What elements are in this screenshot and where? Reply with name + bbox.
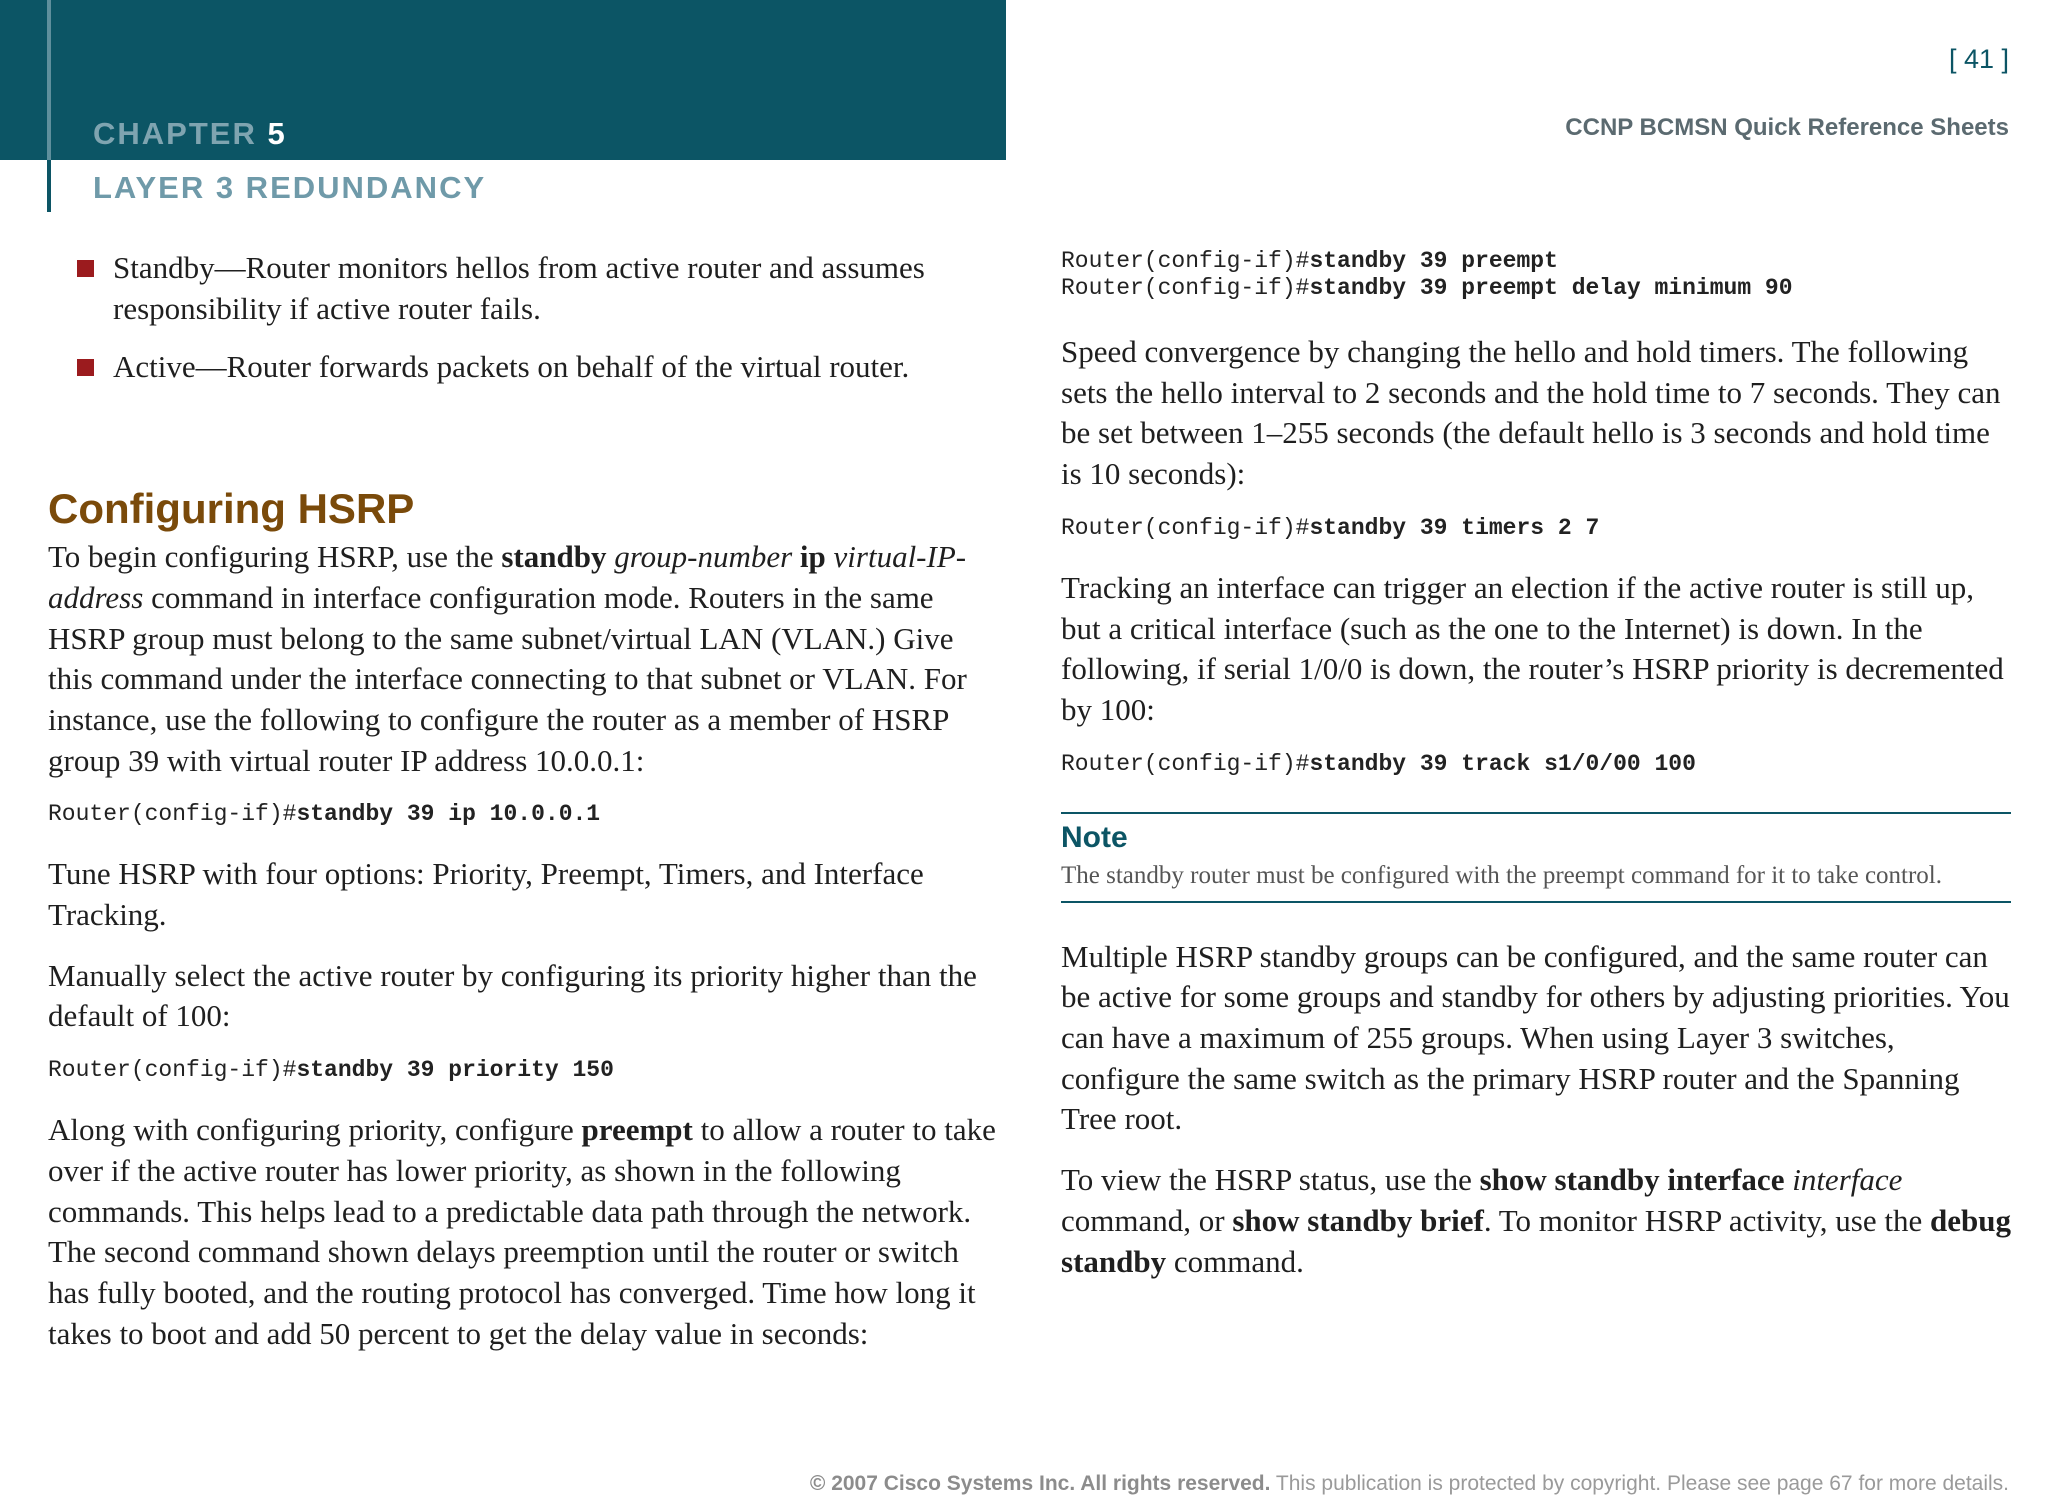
paragraph-tracking: Tracking an interface can trigger an election if the active router is still up, but a critical interface (such as the one to the Internet) is down. In the following, if serial 1/0/0 is down, the router’s HSRP priority is decremented by 100: (1061, 569, 2004, 727)
code-block: Router(config-if)#standby 39 preempt Router(config-if)#standby 39 preempt delay minimum 90 (1061, 248, 1793, 301)
chapter-title: LAYER 3 REDUNDANCY (93, 170, 487, 205)
chapter-label-text: CHAPTER (93, 116, 257, 151)
code-line: Router(config-if)#standby 39 ip 10.0.0.1 (48, 801, 601, 828)
command-keyword: debug standby (1061, 1202, 2011, 1279)
code-line: Router(config-if)#standby 39 timers 2 7 (1061, 514, 1600, 541)
paragraph-tune: Tune HSRP with four options: Priority, Preempt, Timers, and Interface Tracking. (48, 856, 924, 933)
paragraph-multiple-groups: Multiple HSRP standby groups can be configured, and the same router can be active for some groups and standby for others by adjusting priorities. You can have a maximum of 255 groups. When using Layer 3 switches, configure the same switch as the primary HSRP router and the Spanning Tree root. (1061, 938, 2010, 1137)
section-heading: Configuring HSRP (48, 485, 415, 533)
command-argument: interface (1792, 1162, 1903, 1198)
paragraph-intro: To begin configuring HSRP, use the standby group-number ip virtual-IP-address command in interface configuration mode. Routers in the same HSRP group must belong to the same subnet/virtual LAN (VLAN.) Give this command under the interface connecting to that subnet or VLAN. For instance, use the following to configure the router as a member of HSRP group 39 with virtual router IP address 10.0.0.1: (48, 539, 967, 778)
bullet-square-icon (77, 260, 94, 277)
paragraph-timers: Speed convergence by changing the hello and hold timers. The following sets the hello interval to 2 seconds and the hold time to 7 seconds. They can be set between 1–255 seconds (the default hello is 3 seconds and hold time is 10 seconds): (1061, 334, 2001, 492)
code-line: Router(config-if)#standby 39 priority 150 (48, 1057, 614, 1084)
page-number: [ 41 ] (1948, 44, 2009, 74)
note-heading: Note (1061, 820, 1128, 854)
command-argument: virtual-IP-address (48, 539, 967, 615)
copyright-footer: © 2007 Cisco Systems Inc. All rights reserved. This publication is protected by copyright. Please see page 67 for more details. (809, 1472, 2009, 1495)
command-keyword: standby (501, 539, 607, 575)
bullet-item-active (48, 347, 1000, 388)
paragraph-priority: Manually select the active router by configuring its priority higher than the default of 100: (48, 957, 977, 1034)
bullet-text: Standby—Router monitors hellos from active router and assumes responsibility if active router fails. (113, 250, 925, 326)
right-column (1061, 248, 2011, 1302)
note-box (1061, 812, 2011, 903)
chapter-label (93, 116, 287, 152)
chapter-number: 5 (267, 116, 287, 151)
command-keyword: show standby brief (1232, 1202, 1484, 1238)
code-line: Router(config-if)#standby 39 track s1/0/00 100 (1061, 750, 1696, 777)
bullet-text: Active—Router forwards packets on behalf of the virtual router. (113, 349, 910, 385)
command-keyword: preempt (581, 1112, 693, 1148)
command-keyword: show standby interface (1479, 1162, 1785, 1198)
command-argument: group-number (614, 539, 793, 575)
paragraph-preempt: Along with configuring priority, configure preempt to allow a router to take over if the active router has lower priority, as shown in the following commands. This helps lead to a predictable data path through the network. The second command shown delays preemption until the router or switch has fully booted, and the routing protocol has converged. Time how long it takes to boot and add 50 percent to get the delay value in seconds: (48, 1112, 996, 1351)
header-rule-accent (47, 0, 51, 160)
paragraph-show-standby: To view the HSRP status, use the show standby interface interface command, or show standby brief. To monitor HSRP activity, use the debug standby command. (1061, 1162, 2011, 1279)
bullet-square-icon (77, 359, 94, 376)
bullet-item-standby (48, 248, 1000, 329)
command-keyword: ip (799, 539, 826, 575)
left-column (48, 248, 1000, 1374)
note-text: The standby router must be configured with the preempt command for it to take control. (1061, 861, 1943, 889)
book-title: CCNP BCMSN Quick Reference Sheets (1565, 114, 2009, 141)
